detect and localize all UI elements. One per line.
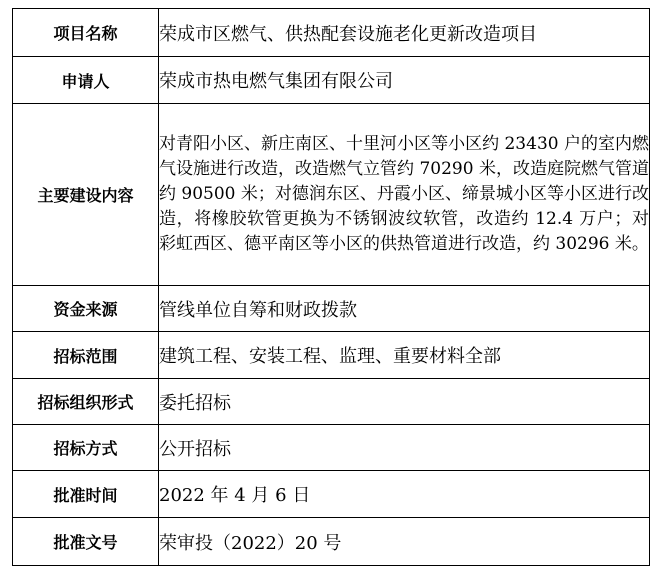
approval-number-value: 荣审投（2022）20 号: [159, 518, 650, 566]
table-row-applicant: [13, 57, 650, 104]
bidding-organization-value: 委托招标: [159, 379, 650, 425]
table-row-bidding-scope: [13, 332, 650, 379]
funding-source-label: 资金来源: [13, 286, 159, 332]
applicant-value: 荣成市热电燃气集团有限公司: [159, 57, 650, 104]
applicant-label: 申请人: [13, 57, 159, 104]
bidding-scope-value: 建筑工程、安装工程、监理、重要材料全部: [159, 332, 650, 379]
funding-source-value: 管线单位自筹和财政拨款: [159, 286, 650, 332]
construction-content-value: 对青阳小区、新庄南区、十里河小区等小区约 23430 户的室内燃气设施进行改造，改造燃气立管约 70290 米，改造庭院燃气管道约 90500 米；对德润东区、丹霞小区、缔景城小区等小区进行改造，将橡胶软管更换为不锈钢波纹软管，改造约 12.4 万户；对彩虹西区、德平南区等小区的供热管道进行改造，约 30296 米。: [159, 104, 650, 286]
project-name-value: 荣成市区燃气、供热配套设施老化更新改造项目: [159, 9, 650, 57]
bidding-scope-label: 招标范围: [13, 332, 159, 379]
table-row-project-name: [13, 9, 650, 57]
bidding-method-value: 公开招标: [159, 425, 650, 471]
bidding-organization-label: 招标组织形式: [13, 379, 159, 425]
project-info-table: [12, 8, 650, 566]
table-row-approval-number: [13, 518, 650, 566]
approval-number-label: 批准文号: [13, 518, 159, 566]
construction-content-label: 主要建设内容: [13, 104, 159, 286]
approval-date-label: 批准时间: [13, 471, 159, 518]
table-row-approval-date: [13, 471, 650, 518]
bidding-method-label: 招标方式: [13, 425, 159, 471]
table-row-bidding-method: [13, 425, 650, 471]
project-name-label: 项目名称: [13, 9, 159, 57]
approval-date-value: 2022 年 4 月 6 日: [159, 471, 650, 518]
table-row-funding-source: [13, 286, 650, 332]
table-row-construction-content: [13, 104, 650, 286]
table-row-bidding-organization: [13, 379, 650, 425]
